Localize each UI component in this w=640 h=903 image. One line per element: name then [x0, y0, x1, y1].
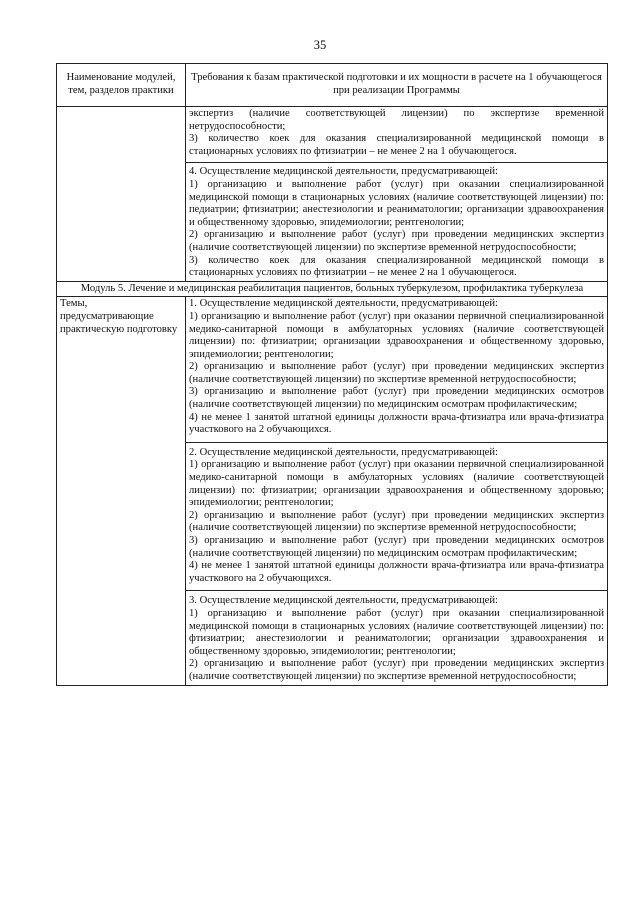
- paragraph: экспертиз (наличие соответствующей лицензии) по экспертизе временной нетрудоспособности;: [189, 108, 604, 132]
- table-header-row: [57, 64, 608, 107]
- paragraph: 3) организацию и выполнение работ (услуг) при проведении медицинских осмотров (наличие соответствующей лицензии) по медицинским осмотрам профилактическим;: [189, 535, 604, 559]
- paragraph: 4. Осуществление медицинской деятельности, предусматривающей:: [189, 166, 498, 178]
- paragraph: 1) организацию и выполнение работ (услуг) при оказании первичной специализированной медико-санитарной помощи в амбулаторных условиях (наличие соответствующей лицензии) по: фтизиатрии; организации здравоохранения и общественному здоровью; эпидемиологии; рентгенологии;: [189, 459, 604, 509]
- prev-continuation-block: [186, 107, 607, 162]
- module-title-row: [57, 281, 608, 297]
- paragraph: 2) организацию и выполнение работ (услуг) при проведении медицинских экспертиз (наличие соответствующей лицензии) по экспертизе временной нетрудоспособности;: [189, 361, 604, 385]
- prev-section-content: [186, 107, 608, 282]
- module-title: Модуль 5. Лечение и медицинская реабилитация пациентов, больных туберкулезом, профилактика туберкулеза: [57, 281, 608, 297]
- paragraph: 1. Осуществление медицинской деятельности, предусматривающей:: [189, 298, 498, 310]
- paragraph: 2) организацию и выполнение работ (услуг) при проведении медицинских экспертиз (наличие соответствующей лицензии) по экспертизе временной нетрудоспособности;: [189, 658, 604, 682]
- page-number: 35: [313, 38, 327, 52]
- paragraph: 1) организацию и выполнение работ (услуг) при оказании первичной специализированной медико-санитарной помощи в амбулаторных условиях (наличие соответствующей лицензии) по: фтизиатрии; организации здравоохранения и общественному здоровью, эпидемиологии; рентгенологии;: [189, 310, 604, 360]
- paragraph: 1) организацию и выполнение работ (услуг) при оказании специализированной медицинской помощи в стационарных условиях (наличие соответствующей лицензии) по: фтизиатрии; анестезиологии и реаниматологии; организации здравоохранения и общественному здоровью, эпидемиологии; рентгенологии;: [189, 607, 604, 657]
- topic-label: Темы, предусматривающие практическую подготовку: [57, 297, 186, 685]
- requirements-table: [56, 63, 608, 686]
- prev-block-4: [186, 162, 607, 280]
- paragraph: 3) количество коек для оказания специализированной медицинской помощи в стационарных условиях по фтизиатрии – не менее 2 на 1 обучающегося.: [189, 254, 604, 279]
- module-block-1: [186, 297, 607, 442]
- prev-section-row: [57, 107, 608, 282]
- header-left: Наименование модулей, тем, разделов практики: [57, 64, 186, 107]
- module-block-2: [186, 442, 607, 591]
- prev-section-left-empty: [57, 107, 186, 282]
- paragraph: 3. Осуществление медицинской деятельности, предусматривающей:: [189, 595, 498, 607]
- paragraph: 2) организацию и выполнение работ (услуг) при проведении медицинских экспертиз (наличие соответствующей лицензии) по экспертизе временной нетрудоспособности;: [189, 509, 604, 534]
- module-block-3: [186, 590, 607, 684]
- paragraph: 2. Осуществление медицинской деятельности, предусматривающей:: [189, 446, 498, 458]
- module-content: [186, 297, 608, 685]
- module-topics-row: [57, 297, 608, 685]
- header-right: Требования к базам практической подготовки и их мощности в расчете на 1 обучающегося при реализации Программы: [186, 64, 608, 107]
- paragraph: 3) организацию и выполнение работ (услуг) при проведении медицинских осмотров (наличие соответствующей лицензии) по медицинским осмотрам профилактическим;: [189, 386, 604, 411]
- paragraph: 4) не менее 1 занятой штатной единицы должности врача-фтизиатра или врача-фтизиатра участкового на 2 обучающихся.: [189, 560, 604, 584]
- paragraph: 1) организацию и выполнение работ (услуг) при оказании специализированной медицинской помощи в стационарных условиях (наличие соответствующей лицензии) по: педиатрии; фтизиатрии; анестезиологии и реаниматологии; организации здравоохранения и общественному здоровью, эпидемиологии; рентгенологии;: [189, 178, 604, 228]
- paragraph: 4) не менее 1 занятой штатной единицы должности врача-фтизиатра или врача-фтизиатра участкового на 2 обучающихся.: [189, 411, 604, 436]
- paragraph: 2) организацию и выполнение работ (услуг) при проведении медицинских экспертиз (наличие соответствующей лицензии) по экспертизе временной нетрудоспособности;: [189, 229, 604, 253]
- paragraph: 3) количество коек для оказания специализированной медицинской помощи в стационарных условиях по фтизиатрии – не менее 2 на 1 обучающегося.: [189, 133, 604, 157]
